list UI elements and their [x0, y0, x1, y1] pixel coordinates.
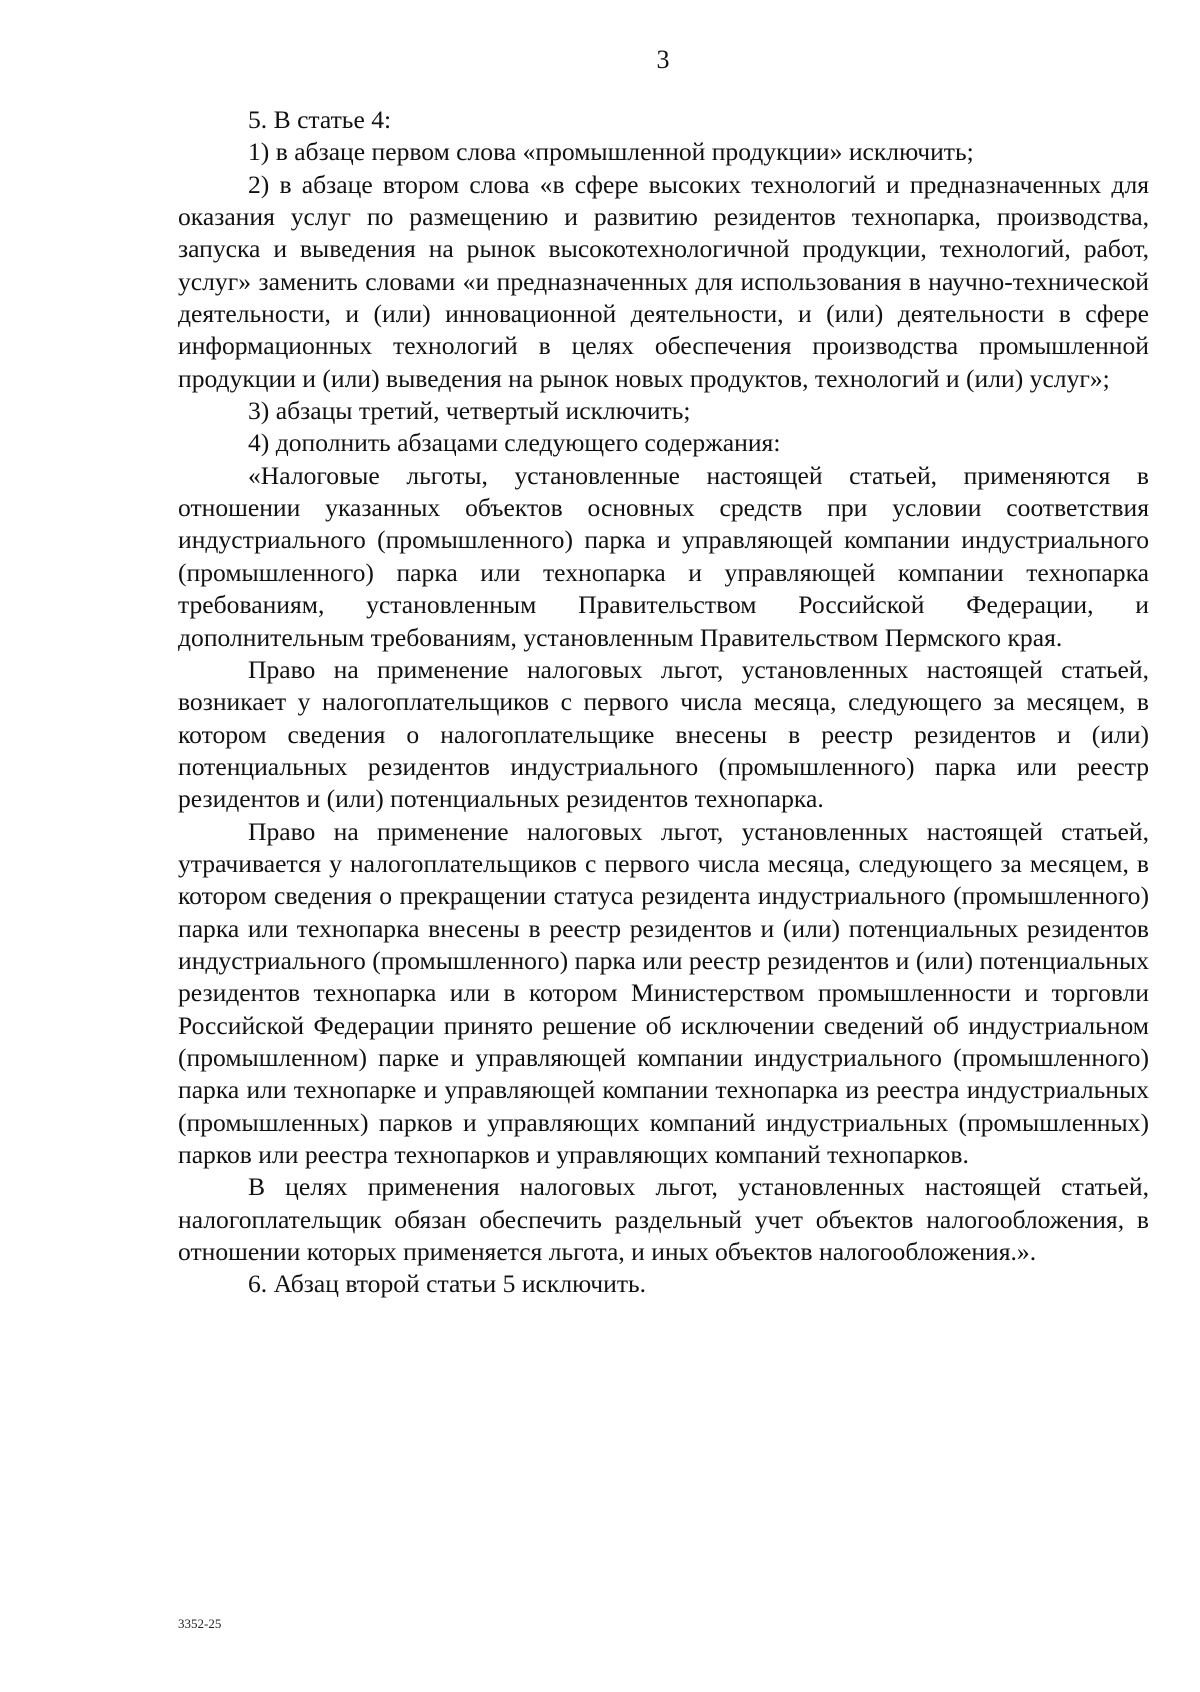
paragraph-article-4-heading: 5. В статье 4:	[248, 105, 392, 134]
paragraph-tax-benefits: «Налоговые льготы, установленные настоящей статьей, применяются в отношении указанных объектов основных средств при условии соответствия индустриального (промышленного) парка и управляющей компании индустриального (промышленного) парка или технопарка и управляющей компании технопарка требованиям, установленным Правительством Российской Федерации, и дополнительным требованиям, установленным Правительством Пермского края.	[178, 460, 1149, 652]
paragraph-item-1: 1) в абзаце первом слова «промышленной продукции» исключить;	[248, 137, 974, 167]
document-code: 3352-25	[178, 1616, 222, 1631]
paragraph-right-arises: Право на применение налоговых льгот, установленных настоящей статьей, возникает у налогоплательщиков с первого числа месяца, следующего за месяцем, в котором сведения о налогоплательщике внесены в реестр резидентов и (или) потенциальных резидентов индустриального (промышленного) парка или реестр резидентов и (или) потенциальных резидентов технопарка.	[178, 654, 1149, 814]
paragraph-separate-accounting: В целях применения налоговых льгот, установленных настоящей статьей, налогоплательщик обязан обеспечить раздельный учет объектов налогообложения, в отношении которых применяется льгота, и иных объектов налогообложения.».	[178, 1172, 1149, 1267]
document-body	[178, 104, 1149, 1301]
paragraph-item-3: 3) абзацы третий, четвертый исключить;	[248, 396, 691, 426]
page-number: 3	[656, 45, 670, 74]
paragraph-article-5: 6. Абзац второй статьи 5 исключить.	[248, 1269, 647, 1299]
paragraph-right-lost: Право на применение налоговых льгот, установленных настоящей статьей, утрачивается у налогоплательщиков с первого числа месяца, следующего за месяцем, в котором сведения о прекращении статуса резидента индустриального (промышленного) парка или технопарка внесены в реестр резидентов и (или) потенциальных резидентов индустриального (промышленного) парка или реестр резидентов и (или) потенциальных резидентов технопарка или в котором Министерством промышленности и торговли Российской Федерации принято решение об исключении сведений об индустриальном (промышленном) парке и управляющей компании индустриального (промышленного) парка или технопарке и управляющей компании технопарка из реестра индустриальных (промышленных) парков и управляющих компаний индустриальных (промышленных) парков или реестра технопарков и управляющих компаний технопарков.	[178, 816, 1149, 1169]
paragraph-item-2: 2) в абзаце втором слова «в сфере высоких технологий и предназначенных для оказания услуг по размещению и развитию резидентов технопарка, производства, запуска и выведения на рынок высокотехнологичной продукции, технологий, работ, услуг» заменить словами «и предназначенных для использования в научно-технической деятельности, и (или) инновационной деятельности, и (или) деятельности в сфере информационных технологий в целях обеспечения производства промышленной продукции и (или) выведения на рынок новых продуктов, технологий и (или) услуг»;	[178, 169, 1149, 393]
paragraph-item-4: 4) дополнить абзацами следующего содержания:	[248, 428, 781, 458]
